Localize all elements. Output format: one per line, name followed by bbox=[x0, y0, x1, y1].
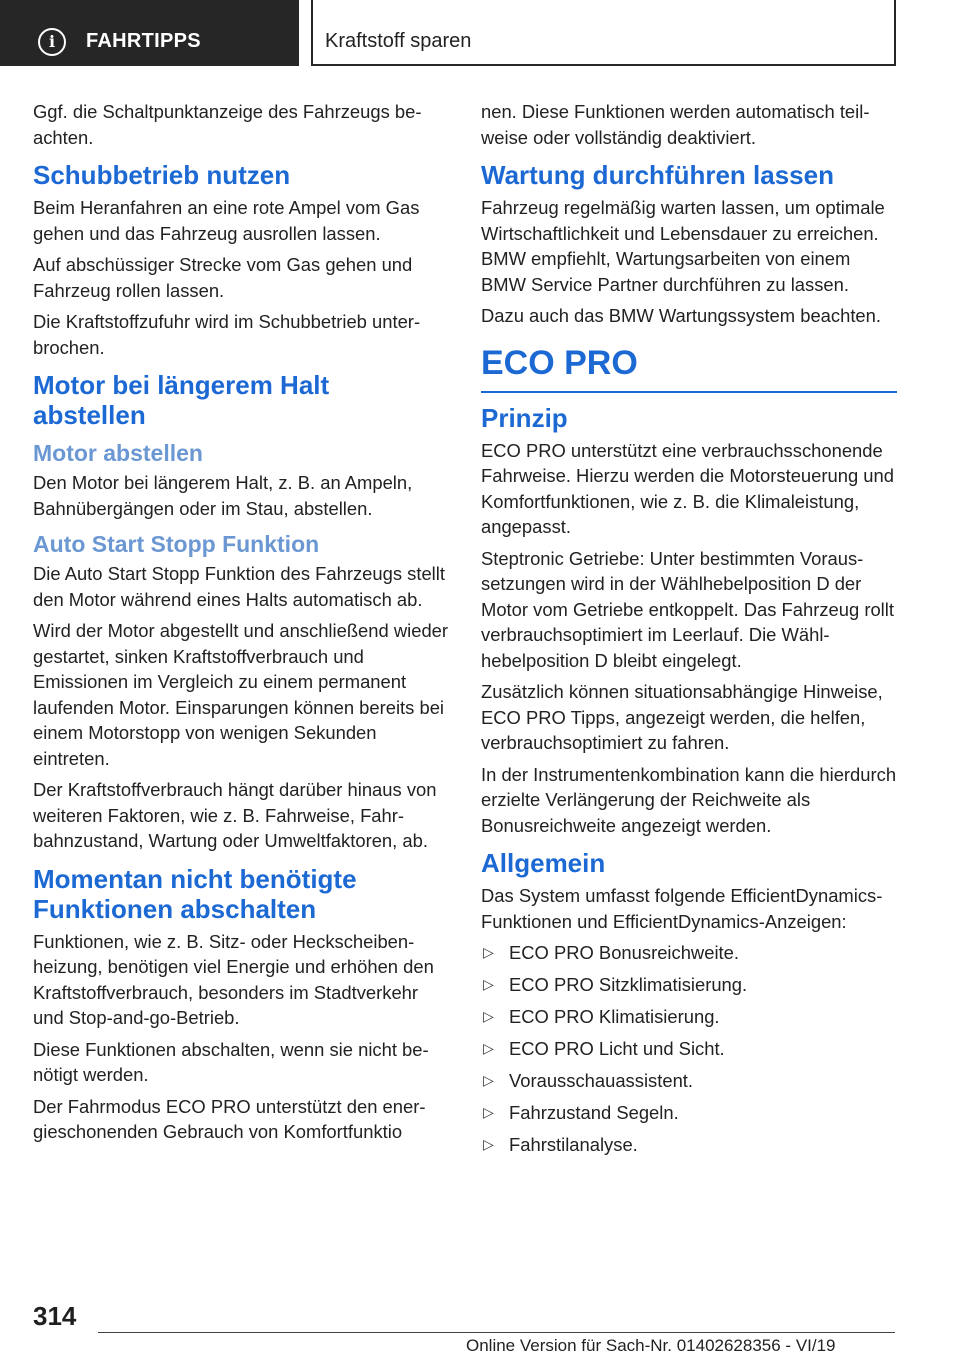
paragraph: Die Auto Start Stopp Funktion des Fahrzeugs stellt den Motor während eines Halts automatisch ab. bbox=[33, 563, 445, 610]
page-title: Kraftstoff sparen bbox=[325, 30, 472, 52]
list-item-text: ECO PRO Sitzklimatisierung. bbox=[509, 974, 748, 995]
paragraph: Fahrzeug regelmäßig warten lassen, um optimale Wirtschaftlichkeit und Lebensdauer zu erreichen. BMW empfiehlt, Wartungsarbeiten von einem BMW Service Partner durchführen zu lassen. bbox=[481, 197, 885, 295]
paragraph: Dazu auch das BMW Wartungssystem beachten. bbox=[481, 305, 881, 326]
list-item bbox=[481, 1132, 897, 1158]
paragraph: Den Motor bei längerem Halt, z. B. an Ampeln, Bahnübergängen oder im Stau, abstellen. bbox=[33, 472, 413, 519]
paragraph: Steptronic Getriebe: Unter bestimmten Voraussetzungen wird in der Wählhebelposition D der Motor vom Getriebe entkoppelt. Das Fahrzeug rollt verbrauchsoptimiert im Leerlauf. Die Wählhebelposition D bleibt eingelegt. bbox=[481, 547, 894, 671]
list-item-text: Fahrzustand Segeln. bbox=[509, 1102, 679, 1123]
heading-schubbetrieb: Schubbetrieb nutzen bbox=[33, 160, 291, 190]
footer-divider bbox=[98, 1332, 895, 1333]
right-column bbox=[481, 99, 897, 1164]
paragraph: ECO PRO unterstützt eine verbrauchsschonende Fahrweise. Hierzu werden die Motorsteuerung und Komfortfunktionen, wie z. B. die Klimaleistung, angepasst. bbox=[481, 439, 894, 537]
list-item bbox=[481, 972, 897, 998]
triangle-right-icon: ▷ bbox=[483, 944, 494, 960]
intro-paragraph: Ggf. die Schaltpunktanzeige des Fahrzeugs beachten. bbox=[33, 101, 422, 148]
list-item bbox=[481, 1036, 897, 1062]
section-tab bbox=[0, 0, 299, 66]
list-item-text: Fahrstilanalyse. bbox=[509, 1134, 638, 1155]
paragraph: Auf abschüssiger Strecke vom Gas gehen und Fahrzeug rollen lassen. bbox=[33, 254, 413, 301]
list-item bbox=[481, 1068, 897, 1094]
list-item bbox=[481, 940, 897, 966]
heading-wartung: Wartung durchführen lassen bbox=[481, 160, 834, 190]
list-item-text: ECO PRO Klimatisierung. bbox=[509, 1006, 720, 1027]
paragraph: Beim Heranfahren an eine rote Ampel vom Gas gehen und das Fahrzeug ausrollen lassen. bbox=[33, 197, 420, 244]
section-label: FAHRTIPPS bbox=[86, 30, 201, 52]
subheading-motor-abstellen: Motor abstellen bbox=[33, 440, 203, 466]
paragraph: Der Kraftstoffverbrauch hängt darüber hinaus von weiteren Faktoren, wie z. B. Fahrweise, Fahrbahnzustand, Wartung oder Umweltfaktoren, ab. bbox=[33, 779, 437, 851]
paragraph: Diese Funktionen abschalten, wenn sie nicht benötigt werden. bbox=[33, 1038, 429, 1085]
feature-list bbox=[481, 940, 897, 1158]
paragraph: In der Instrumentenkombination kann die hierdurch erzielte Verlängerung der Reichweite als Bonusreichweite angezeigt werden. bbox=[481, 763, 897, 836]
paragraph: Zusätzlich können situationsabhängige Hinweise, ECO PRO Tipps, angezeigt werden, die helfen, verbrauchsoptimiert zu fahren. bbox=[481, 681, 883, 753]
triangle-right-icon: ▷ bbox=[483, 1072, 494, 1088]
heading-allgemein: Allgemein bbox=[481, 848, 606, 878]
list-item bbox=[481, 1004, 897, 1030]
subheading-auto-start-stopp: Auto Start Stopp Funktion bbox=[33, 531, 320, 557]
triangle-right-icon: ▷ bbox=[483, 1136, 494, 1152]
heading-prinzip: Prinzip bbox=[481, 402, 568, 433]
paragraph: Die Kraftstoffzufuhr wird im Schubbetrieb unterbrochen. bbox=[33, 311, 421, 358]
paragraph: Der Fahrmodus ECO PRO unterstützt den energieschonenden Gebrauch von Komfortfunktio bbox=[33, 1095, 426, 1142]
info-icon: i bbox=[38, 28, 66, 56]
paragraph: Das System umfasst folgende EfficientDynamics-Funktionen und EfficientDynamics-Anzeigen: bbox=[481, 885, 883, 932]
triangle-right-icon: ▷ bbox=[483, 1104, 494, 1120]
paragraph: Wird der Motor abgestellt und anschließend wieder gestartet, sinken Kraftstoffverbrauch und Emissionen im Vergleich zu einem permanent laufenden Motor. Einsparungen können bereits bei einem Motorstopp von wenigen Sekunden eintreten. bbox=[33, 620, 449, 769]
paragraph: Funktionen, wie z. B. Sitz- oder Heckscheibenheizung, benötigen viel Energie und erhöhen den Kraftstoffverbrauch, besonders im Stadtverkehr und Stop-and-go-Betrieb. bbox=[33, 930, 434, 1028]
heading-motor-halt: Motor bei längerem Halt abstellen bbox=[33, 370, 330, 430]
page-number: 314 bbox=[33, 1301, 77, 1331]
left-column bbox=[33, 99, 449, 1151]
list-item-text: ECO PRO Licht und Sicht. bbox=[509, 1038, 725, 1059]
list-item-text: ECO PRO Bonusreichweite. bbox=[509, 942, 739, 963]
online-version-note: Online Version für Sach-Nr. 01402628356 - VI/19 bbox=[466, 1336, 836, 1355]
heading-eco-pro: ECO PRO bbox=[481, 343, 897, 393]
triangle-right-icon: ▷ bbox=[483, 1008, 494, 1024]
list-item-text: Vorausschauassistent. bbox=[509, 1070, 694, 1091]
heading-funktionen-abschalten: Momentan nicht benötigte Funktionen abschalten bbox=[33, 863, 357, 924]
triangle-right-icon: ▷ bbox=[483, 976, 494, 992]
list-item bbox=[481, 1100, 897, 1126]
triangle-right-icon: ▷ bbox=[483, 1040, 494, 1056]
continuation-paragraph: nen. Diese Funktionen werden automatisch teilweise oder vollständig deaktiviert. bbox=[481, 101, 870, 148]
